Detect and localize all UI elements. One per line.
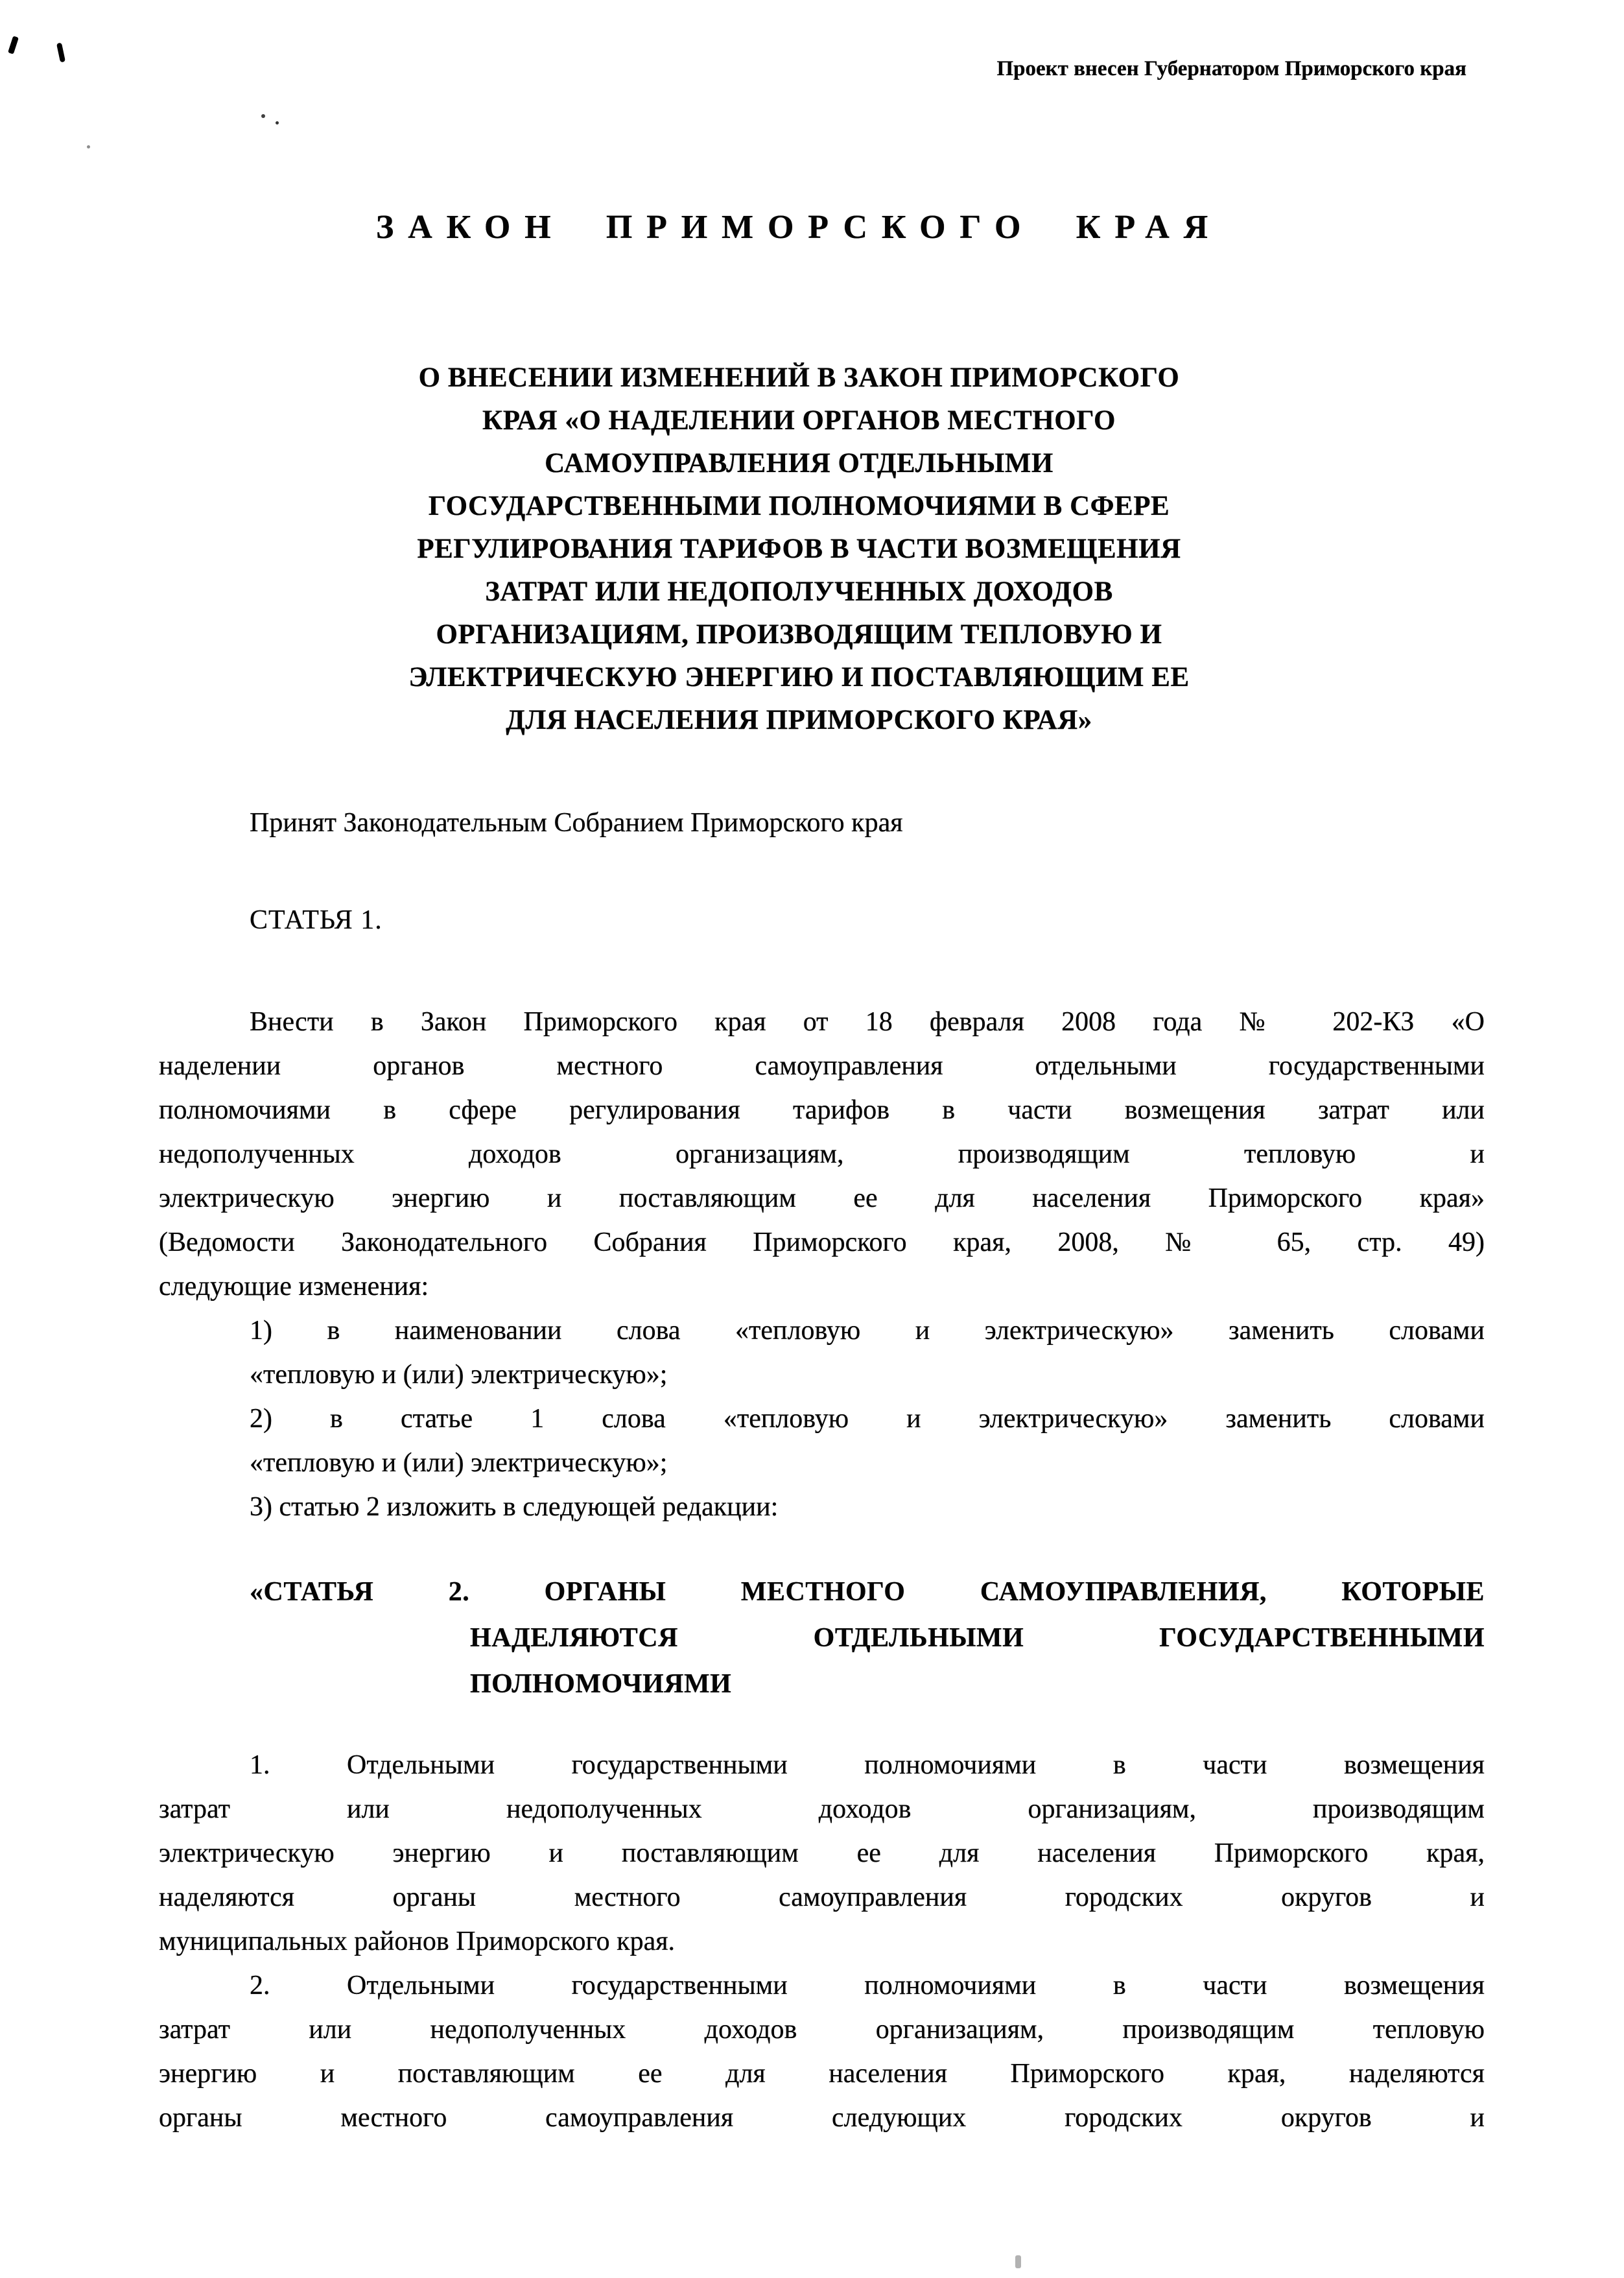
subtitle-line: ГОСУДАРСТВЕННЫМИ ПОЛНОМОЧИЯМИ В СФЕРЕ bbox=[428, 491, 1170, 521]
body-line: затрат или недополученных доходов организациям, производящим bbox=[159, 1794, 1485, 1824]
article2-heading-line: ПОЛНОМОЧИЯМИ bbox=[470, 1669, 732, 1699]
body-line: (Ведомости Законодательного Собрания Приморского края, 2008, № 65, стр. 49) bbox=[159, 1228, 1485, 1257]
scan-speck-icon bbox=[8, 36, 19, 54]
amendment-item-line: 1) в наименовании слова «тепловую и электрическую» заменить словами bbox=[250, 1316, 1485, 1346]
subtitle-line: ДЛЯ НАСЕЛЕНИЯ ПРИМОРСКОГО КРАЯ» bbox=[506, 705, 1092, 735]
law-subtitle bbox=[159, 357, 1485, 742]
scan-speck-icon bbox=[56, 42, 65, 62]
article2-heading-line: НАДЕЛЯЮТСЯ ОТДЕЛЬНЫМИ ГОСУДАРСТВЕННЫМИ bbox=[470, 1623, 1485, 1653]
body-line: органы местного самоуправления следующих городских округов и bbox=[159, 2103, 1485, 2133]
amendment-item-line: 3) статью 2 изложить в следующей редакции: bbox=[250, 1492, 779, 1522]
scan-speck-icon bbox=[87, 145, 90, 148]
body-line: наделяются органы местного самоуправления городских округов и bbox=[159, 1882, 1485, 1912]
body-line: наделении органов местного самоуправления отдельными государственными bbox=[159, 1051, 1485, 1081]
subtitle-line: РЕГУЛИРОВАНИЯ ТАРИФОВ В ЧАСТИ ВОЗМЕЩЕНИЯ bbox=[417, 534, 1181, 564]
subtitle-line: ЭЛЕКТРИЧЕСКУЮ ЭНЕРГИЮ И ПОСТАВЛЯЮЩИМ ЕЕ bbox=[408, 662, 1190, 693]
body-line: 2. Отдельными государственными полномочиями в части возмещения bbox=[250, 1971, 1485, 2000]
amendment-item-line: «тепловую и (или) электрическую»; bbox=[250, 1360, 668, 1390]
subtitle-line: КРАЯ «О НАДЕЛЕНИИ ОРГАНОВ МЕСТНОГО bbox=[482, 405, 1116, 436]
article1-paragraph bbox=[159, 1000, 1485, 1529]
body-line: следующие изменения: bbox=[159, 1272, 429, 1301]
article2-heading bbox=[159, 1569, 1485, 1707]
body-line: 1. Отдельными государственными полномочиями в части возмещения bbox=[250, 1750, 1485, 1780]
article2-paragraph-2 bbox=[159, 1964, 1485, 2140]
body-line: Внести в Закон Приморского края от 18 февраля 2008 года № 202-КЗ «О bbox=[250, 1007, 1485, 1037]
body-line: энергию и поставляющим ее для населения Приморского края, наделяются bbox=[159, 2059, 1485, 2089]
body-line: муниципальных районов Приморского края. bbox=[159, 1927, 676, 1956]
subtitle-line: ЗАТРАТ ИЛИ НЕДОПОЛУЧЕННЫХ ДОХОДОВ bbox=[485, 576, 1113, 607]
subtitle-line: О ВНЕСЕНИИ ИЗМЕНЕНИЙ В ЗАКОН ПРИМОРСКОГО bbox=[418, 362, 1180, 393]
body-line: полномочиями в сфере регулирования тарифов в части возмещения затрат или bbox=[159, 1095, 1485, 1125]
project-submitted-note: Проект внесен Губернатором Приморского края bbox=[996, 57, 1466, 80]
scan-speck-icon bbox=[261, 114, 265, 118]
scan-speck-icon bbox=[1015, 2255, 1021, 2268]
article1-heading: СТАТЬЯ 1. bbox=[250, 905, 382, 935]
amendment-item-line: «тепловую и (или) электрическую»; bbox=[250, 1448, 668, 1478]
subtitle-line: ОРГАНИЗАЦИЯМ, ПРОИЗВОДЯЩИМ ТЕПЛОВУЮ И bbox=[436, 619, 1162, 650]
adoption-line: Принят Законодательным Собранием Приморского края bbox=[250, 808, 903, 838]
article2-paragraph-1 bbox=[159, 1743, 1485, 1964]
body-line: недополученных доходов организациям, производящим тепловую и bbox=[159, 1139, 1485, 1169]
article2-heading-line: «СТАТЬЯ 2. ОРГАНЫ МЕСТНОГО САМОУПРАВЛЕНИЯ, КОТОРЫЕ bbox=[250, 1577, 1485, 1607]
scan-speck-icon bbox=[276, 121, 279, 125]
subtitle-line: САМОУПРАВЛЕНИЯ ОТДЕЛЬНЫМИ bbox=[545, 448, 1053, 479]
body-line: затрат или недополученных доходов организациям, производящим тепловую bbox=[159, 2015, 1485, 2045]
body-line: электрическую энергию и поставляющим ее для населения Приморского края» bbox=[159, 1183, 1485, 1213]
amendment-item-line: 2) в статье 1 слова «тепловую и электрическую» заменить словами bbox=[250, 1404, 1485, 1434]
law-title: ЗАКОН ПРИМОРСКОГО КРАЯ bbox=[375, 209, 1223, 246]
body-line: электрическую энергию и поставляющим ее для населения Приморского края, bbox=[159, 1838, 1485, 1868]
